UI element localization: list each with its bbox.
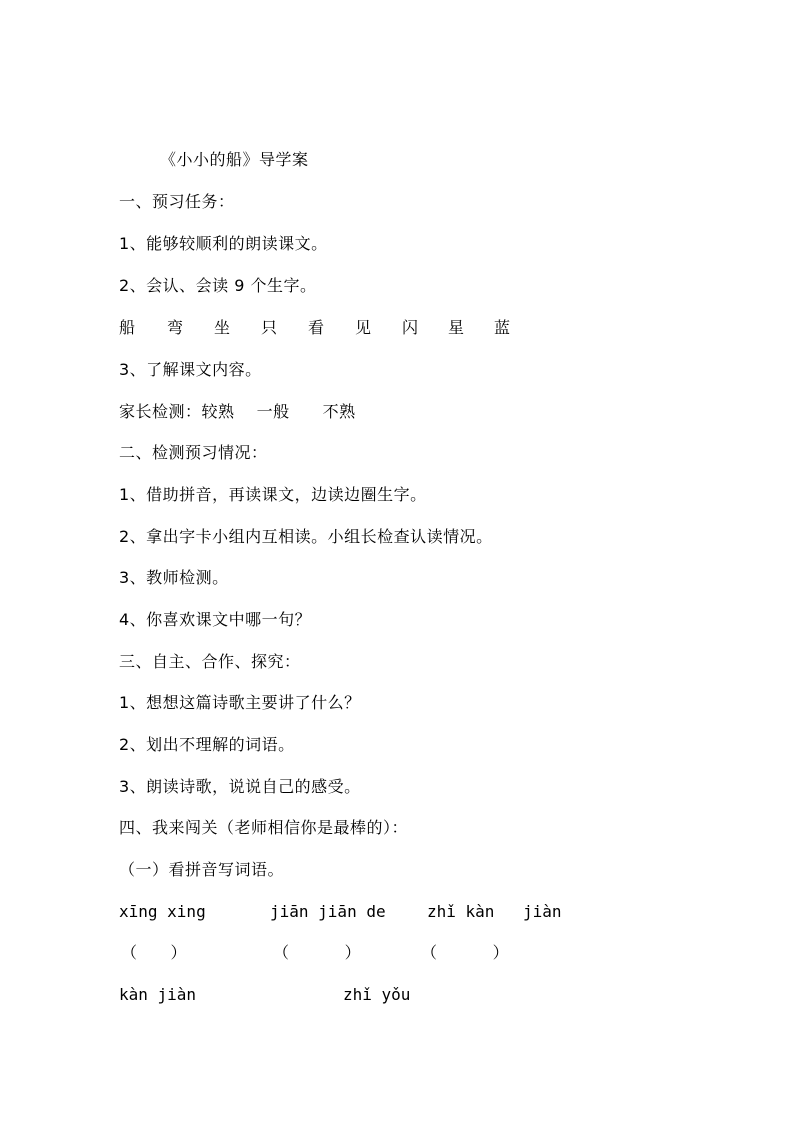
section1-item-2: 2、会认、会读 9 个生字。: [119, 276, 317, 295]
character: 只: [261, 318, 278, 337]
answer-bracket: （ ）: [121, 943, 188, 962]
section3-heading: 三、自主、合作、探究：: [119, 652, 301, 671]
character: 蓝: [494, 318, 511, 337]
pinyin-word: zhǐ yǒu: [343, 985, 411, 1004]
character: 看: [308, 318, 325, 337]
character: 闪: [402, 318, 419, 337]
character: 船: [119, 318, 136, 337]
answer-brackets-row-1: [121, 943, 561, 963]
answer-bracket: （ ）: [273, 943, 362, 962]
character: 星: [448, 318, 465, 337]
section1-item-3: 3、了解课文内容。: [119, 360, 262, 379]
pinyin-row-1: [119, 902, 579, 922]
answer-bracket: （ ）: [421, 943, 510, 962]
section1-heading: 一、预习任务：: [119, 192, 235, 211]
section3-item-2: 2、划出不理解的词语。: [119, 735, 295, 754]
section4-sub1: （一）看拼音写词语。: [119, 860, 285, 879]
section4-heading: 四、我来闯关（老师相信你是最棒的）：: [119, 818, 409, 837]
pinyin-row-2: [119, 985, 439, 1005]
section2-item-4: 4、你喜欢课文中哪一句？: [119, 610, 312, 629]
character: 见: [355, 318, 372, 337]
section3-item-3: 3、朗读诗歌，说说自己的感受。: [119, 777, 361, 796]
section1-item-1: 1、能够较顺利的朗读课文。: [119, 234, 328, 253]
character: 弯: [167, 318, 184, 337]
pinyin-word: jiàn: [523, 902, 562, 921]
character-list: [119, 318, 539, 338]
parent-check: 家长检测：较熟 一般 不熟: [119, 402, 356, 421]
pinyin-word: xīng xing: [119, 902, 206, 921]
character: 坐: [214, 318, 231, 337]
page-title: 《小小的船》导学案: [160, 150, 309, 169]
pinyin-word: zhǐ kàn: [427, 902, 495, 921]
section2-item-1: 1、借助拼音，再读课文，边读边圈生字。: [119, 485, 427, 504]
section2-item-2: 2、拿出字卡小组内互相读。小组长检查认读情况。: [119, 527, 493, 546]
section2-item-3: 3、教师检测。: [119, 568, 229, 587]
section2-heading: 二、检测预习情况：: [119, 443, 268, 462]
section3-item-1: 1、想想这篇诗歌主要讲了什么？: [119, 693, 361, 712]
pinyin-word: jiān jiān de: [270, 902, 386, 921]
pinyin-word: kàn jiàn: [119, 985, 197, 1004]
